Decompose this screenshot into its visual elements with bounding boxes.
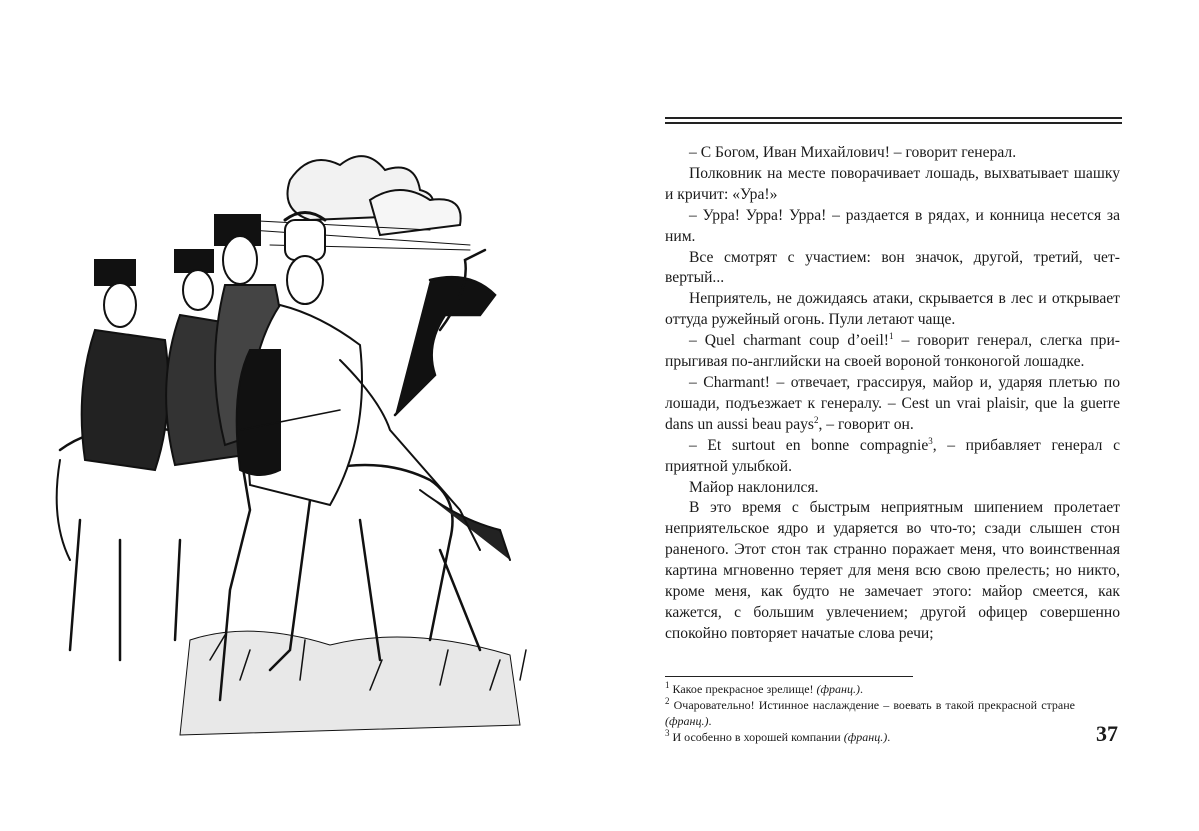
paragraph: Неприятель, не дожидаясь атаки, скрывается в лес и открывает оттуда ружейный огонь. Пули летают чаще.: [665, 290, 1120, 329]
footnote-note: (франц.): [665, 714, 709, 728]
footnote-divider: [665, 676, 913, 677]
top-double-rule: [665, 117, 1122, 126]
footnote: [665, 729, 1075, 745]
footnote: [665, 681, 1075, 697]
footnote-note: (франц.): [843, 730, 888, 744]
paragraph-text: , – говорит он.: [818, 415, 914, 433]
footnote-number: 1: [665, 680, 670, 690]
paragraph-text: – Et surtout en bonne compagnie: [689, 436, 929, 454]
paragraph: [665, 331, 1120, 373]
paragraph: В это время с быстрым неприятным шипением пролетает неприятельское ядро и ударяется во что-то; сзади слышен стон раненого. Этот стон так странно поражает меня, что воинственная картина мгновенно теряет для меня всю свою прелесть; но никто, кроме меня, как будто не замечает этого: майор смеется, как кажется, с большим увлечением; другой офицер совершенно спокойно повторяет начатые слова речи;: [665, 499, 1120, 642]
paragraph: [665, 373, 1120, 436]
footnote-text: Очаровательно! Истинное наслаждение – воевать в такой прекрасной стране: [669, 698, 1075, 712]
body-text: [665, 143, 1120, 645]
footnote-end: .: [887, 730, 891, 744]
footnotes: [665, 681, 1075, 745]
footnote-note: (франц.): [816, 682, 860, 696]
horsemen-sketch-icon: [40, 120, 560, 740]
paragraph: [665, 436, 1120, 478]
paragraph: – С Богом, Иван Михайлович! – говорит генерал.: [689, 144, 1017, 161]
paragraph: – Урра! Урра! Урра! – раздается в рядах, и конница несется за ним.: [665, 206, 1120, 245]
paragraph-text: – Quel charmant coup d’oeil!: [689, 332, 889, 350]
page-number: 37: [1096, 721, 1118, 746]
paragraph-text: – говорит генерал, слегка припрыгивая по-английски на своей вороной тонконогой лошадке.: [665, 332, 1120, 371]
footnote-ref[interactable]: 3: [928, 435, 933, 446]
footnote-end: .: [860, 682, 863, 696]
footnote-ref[interactable]: 1: [889, 330, 894, 341]
footnote-text: Какое прекрасное зрелище!: [669, 682, 817, 696]
footnote-end: .: [708, 714, 712, 728]
footnote: [665, 697, 1075, 729]
footnote-number: 3: [665, 728, 670, 738]
footnote-ref[interactable]: 2: [813, 414, 819, 425]
footnote-text: И особенно в хорошей компании: [669, 730, 844, 744]
paragraph-text: – Charmant! – отвечает, грассируя, майор и, ударяя плетью по лошади, подъезжает к генералу. – Cest un vrai plaisir, que la guerre dans un aussi beau pays: [665, 373, 1120, 433]
horsemen-illustration: [40, 120, 560, 740]
paragraph: Майор наклонился.: [689, 478, 819, 496]
footnote-number: 2: [665, 696, 670, 706]
paragraph-text: , – прибавляет генерал с приятной улыбкой.: [665, 436, 1120, 475]
paragraph: Все смотрят с участием: вон значок, другой, третий, четвертый...: [665, 248, 1120, 287]
paragraph: Полковник на месте поворачивает лошадь, выхватывает шашку и кричит: «Ура!»: [665, 164, 1120, 203]
